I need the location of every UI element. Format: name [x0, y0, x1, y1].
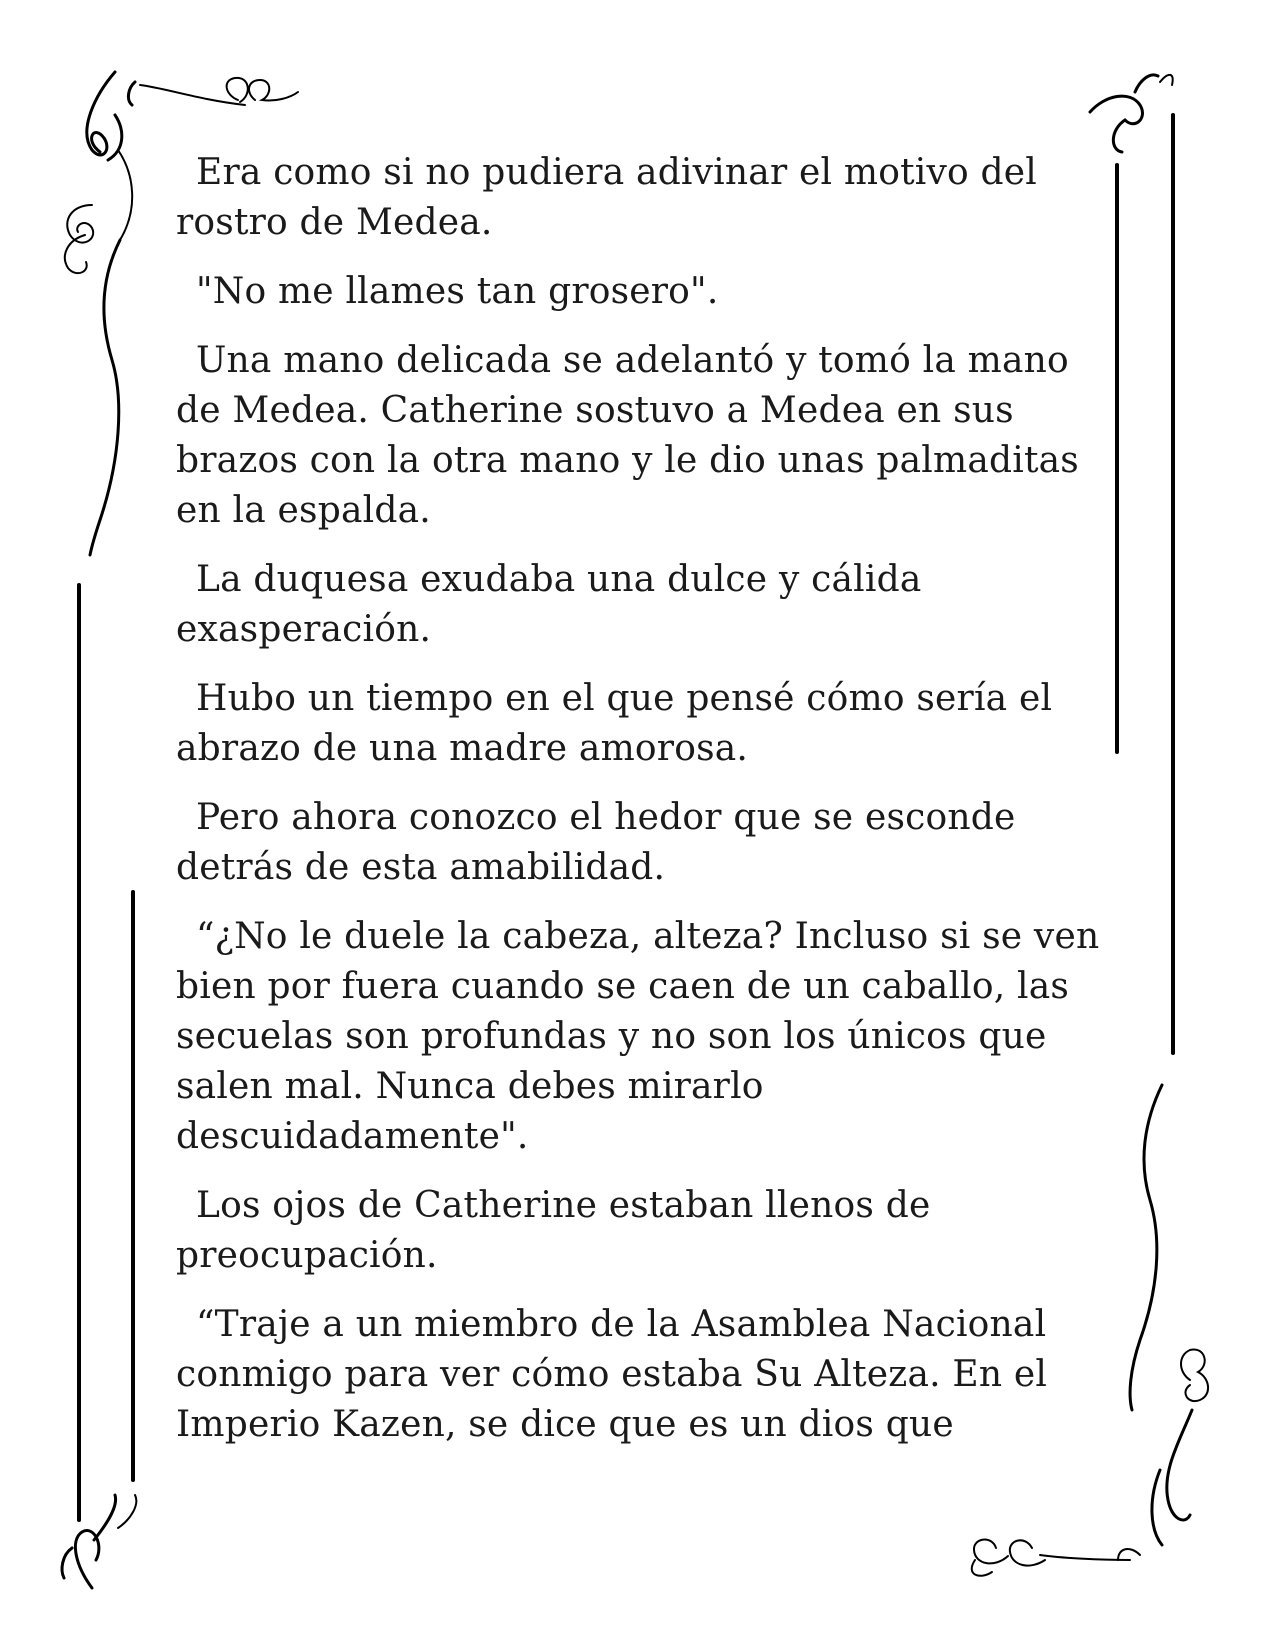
paragraph: Pero ahora conozco el hedor que se esconde detrás de esta amabilidad.	[176, 797, 1016, 888]
paragraph: “¿No le duele la cabeza, alteza? Incluso si se ven bien por fuera cuando se caen de un caballo, las secuelas son profundas y no son los únicos que salen mal. Nunca debes mirarlo descuidadamente".	[176, 916, 1100, 1157]
paragraph: Era como si no pudiera adivinar el motivo del rostro de Medea.	[176, 152, 1037, 243]
top-right-flourish-ornament	[1090, 75, 1173, 152]
bottom-left-flourish-ornament	[62, 1495, 136, 1588]
paragraph: "No me llames tan grosero".	[196, 271, 719, 312]
paragraph: La duquesa exudaba una dulce y cálida exasperación.	[176, 559, 922, 650]
page-text-body	[176, 148, 1101, 1469]
paragraph: Una mano delicada se adelantó y tomó la mano de Medea. Catherine sostuvo a Medea en sus brazos con la otra mano y le dio unas palmaditas en la espalda.	[176, 340, 1079, 531]
paragraph: Los ojos de Catherine estaban llenos de preocupación.	[176, 1185, 931, 1276]
paragraph: Hubo un tiempo en el que pensé cómo sería el abrazo de una madre amorosa.	[176, 678, 1053, 769]
paragraph: “Traje a un miembro de la Asamblea Nacional conmigo para ver cómo estaba Su Alteza. En el Imperio Kazen, se dice que es un dios que	[176, 1304, 1048, 1445]
